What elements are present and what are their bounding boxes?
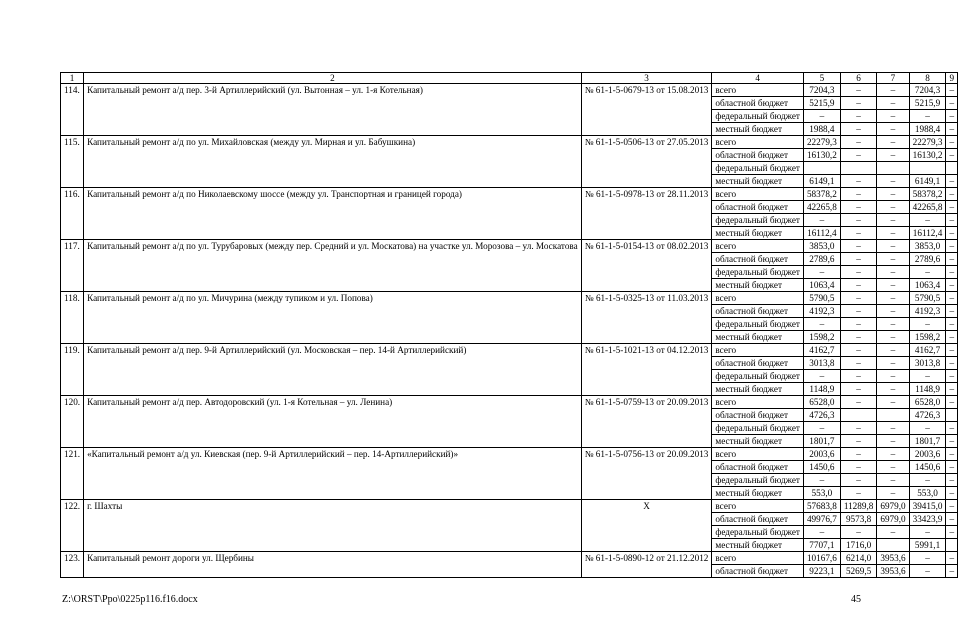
amount-cell: – — [909, 266, 946, 279]
amount-cell: 10167,6 — [803, 552, 840, 565]
funding-source: всего — [712, 188, 804, 201]
amount-cell: – — [946, 396, 958, 409]
page-number: 45 — [851, 594, 861, 605]
item-number: 121. — [61, 448, 84, 500]
amount-cell: – — [877, 396, 909, 409]
amount-cell: 1801,7 — [909, 435, 946, 448]
amount-cell: – — [946, 357, 958, 370]
amount-cell: 11289,8 — [840, 500, 877, 513]
amount-cell: 6528,0 — [803, 396, 840, 409]
item-number: 118. — [61, 292, 84, 344]
funding-source: областной бюджет — [712, 409, 804, 422]
amount-cell: – — [946, 240, 958, 253]
amount-cell: 3953,6 — [877, 552, 909, 565]
amount-cell: 1063,4 — [909, 279, 946, 292]
funding-source: федеральный бюджет — [712, 110, 804, 123]
funding-source: федеральный бюджет — [712, 526, 804, 539]
approval-document: № 61-1-5-0978-13 от 28.11.2013 — [581, 188, 712, 240]
amount-cell: 1801,7 — [803, 435, 840, 448]
funding-source: местный бюджет — [712, 487, 804, 500]
funding-source: федеральный бюджет — [712, 162, 804, 175]
funding-source: федеральный бюджет — [712, 214, 804, 227]
amount-cell: – — [877, 227, 909, 240]
amount-cell: 1988,4 — [909, 123, 946, 136]
approval-document: № 61-1-5-0506-13 от 27.05.2013 — [581, 136, 712, 188]
column-number: 7 — [877, 73, 909, 84]
object-name: «Капитальный ремонт а/д ул. Киевская (пер. 9-й Артиллерийский – пер. 14-Артиллерийский)» — [84, 448, 582, 500]
amount-cell — [877, 539, 909, 552]
amount-cell: – — [840, 305, 877, 318]
funding-source: областной бюджет — [712, 253, 804, 266]
funding-source: всего — [712, 240, 804, 253]
item-number: 120. — [61, 396, 84, 448]
funding-source: местный бюджет — [712, 539, 804, 552]
amount-cell: – — [909, 526, 946, 539]
amount-cell: – — [840, 149, 877, 162]
item-number: 122. — [61, 500, 84, 552]
amount-cell: 1148,9 — [909, 383, 946, 396]
table-body — [61, 73, 958, 578]
amount-cell: – — [840, 123, 877, 136]
amount-cell: 1450,6 — [909, 461, 946, 474]
funding-source: местный бюджет — [712, 435, 804, 448]
amount-cell: – — [946, 526, 958, 539]
amount-cell: – — [877, 188, 909, 201]
amount-cell: – — [946, 370, 958, 383]
column-number: 4 — [712, 73, 804, 84]
funding-source: федеральный бюджет — [712, 474, 804, 487]
amount-cell: – — [946, 188, 958, 201]
funding-source: областной бюджет — [712, 201, 804, 214]
table-row — [61, 188, 958, 201]
amount-cell: – — [946, 331, 958, 344]
item-number: 117. — [61, 240, 84, 292]
amount-cell: – — [840, 461, 877, 474]
amount-cell: 3853,0 — [803, 240, 840, 253]
amount-cell: – — [840, 214, 877, 227]
amount-cell: – — [877, 123, 909, 136]
amount-cell: 9223,1 — [803, 565, 840, 578]
amount-cell: – — [877, 84, 909, 97]
amount-cell: 16112,4 — [803, 227, 840, 240]
funding-source: областной бюджет — [712, 357, 804, 370]
object-name: Капитальный ремонт а/д по Николаевскому шоссе (между ул. Транспортная и границей города) — [84, 188, 582, 240]
amount-cell: – — [946, 266, 958, 279]
funding-source: федеральный бюджет — [712, 318, 804, 331]
amount-cell: 9573,8 — [840, 513, 877, 526]
amount-cell: – — [840, 188, 877, 201]
amount-cell: 3953,6 — [877, 565, 909, 578]
amount-cell: 7204,3 — [803, 84, 840, 97]
amount-cell: – — [946, 448, 958, 461]
amount-cell: – — [877, 240, 909, 253]
amount-cell: – — [946, 175, 958, 188]
amount-cell: – — [840, 279, 877, 292]
amount-cell — [803, 162, 840, 175]
amount-cell: – — [946, 461, 958, 474]
amount-cell: – — [877, 383, 909, 396]
amount-cell: – — [946, 201, 958, 214]
amount-cell — [909, 162, 946, 175]
amount-cell: – — [946, 97, 958, 110]
amount-cell: 2789,6 — [803, 253, 840, 266]
amount-cell: – — [840, 396, 877, 409]
amount-cell: – — [946, 110, 958, 123]
amount-cell: – — [840, 474, 877, 487]
table-row — [61, 396, 958, 409]
amount-cell: 1716,0 — [840, 539, 877, 552]
table-row — [61, 344, 958, 357]
amount-cell: – — [909, 565, 946, 578]
funding-source: всего — [712, 552, 804, 565]
amount-cell: 3013,8 — [803, 357, 840, 370]
amount-cell: – — [946, 214, 958, 227]
funding-source: всего — [712, 500, 804, 513]
amount-cell: – — [877, 136, 909, 149]
amount-cell: – — [840, 84, 877, 97]
funding-source: всего — [712, 292, 804, 305]
amount-cell: 42265,8 — [803, 201, 840, 214]
amount-cell: 58378,2 — [803, 188, 840, 201]
amount-cell: – — [946, 253, 958, 266]
funding-source: всего — [712, 84, 804, 97]
amount-cell: – — [840, 240, 877, 253]
amount-cell: – — [803, 266, 840, 279]
amount-cell: 42265,8 — [909, 201, 946, 214]
amount-cell: – — [840, 435, 877, 448]
amount-cell: – — [877, 97, 909, 110]
approval-document: № 61-1-5-0325-13 от 11.03.2013 — [581, 292, 712, 344]
budget-table — [60, 72, 958, 578]
funding-source: областной бюджет — [712, 305, 804, 318]
amount-cell: – — [946, 292, 958, 305]
amount-cell: – — [877, 292, 909, 305]
amount-cell: 1063,4 — [803, 279, 840, 292]
object-name: Капитальный ремонт а/д по ул. Мичурина (между тупиком и ул. Попова) — [84, 292, 582, 344]
amount-cell: 6214,0 — [840, 552, 877, 565]
amount-cell: – — [877, 422, 909, 435]
amount-cell: – — [877, 110, 909, 123]
amount-cell: 16130,2 — [803, 149, 840, 162]
amount-cell: 4726,3 — [803, 409, 840, 422]
amount-cell: – — [840, 370, 877, 383]
amount-cell: – — [946, 435, 958, 448]
amount-cell: 49976,7 — [803, 513, 840, 526]
amount-cell: – — [877, 370, 909, 383]
amount-cell: 553,0 — [909, 487, 946, 500]
amount-cell: – — [840, 97, 877, 110]
amount-cell: – — [909, 214, 946, 227]
object-name: Капитальный ремонт а/д по ул. Турубаровых (между пер. Средний и ул. Москатова) на участке ул. Морозова – ул. Москатова — [84, 240, 582, 292]
amount-cell: – — [840, 448, 877, 461]
amount-cell: – — [840, 253, 877, 266]
amount-cell: – — [877, 331, 909, 344]
amount-cell: – — [877, 357, 909, 370]
funding-source: областной бюджет — [712, 513, 804, 526]
amount-cell — [840, 162, 877, 175]
amount-cell: – — [803, 110, 840, 123]
document-path: Z:\ORST\Ppo\0225p116.f16.docx — [62, 594, 198, 605]
funding-source: областной бюджет — [712, 149, 804, 162]
funding-source: всего — [712, 448, 804, 461]
amount-cell: – — [877, 344, 909, 357]
amount-cell: 5790,5 — [909, 292, 946, 305]
amount-cell: – — [909, 318, 946, 331]
amount-cell: – — [909, 422, 946, 435]
amount-cell: – — [946, 344, 958, 357]
amount-cell: – — [877, 201, 909, 214]
amount-cell: 22279,3 — [909, 136, 946, 149]
amount-cell: 2003,6 — [803, 448, 840, 461]
amount-cell: 1988,4 — [803, 123, 840, 136]
amount-cell — [946, 162, 958, 175]
amount-cell: – — [946, 565, 958, 578]
amount-cell — [840, 409, 877, 422]
column-number: 3 — [581, 73, 712, 84]
approval-document: Х — [581, 500, 712, 552]
amount-cell — [946, 539, 958, 552]
amount-cell: 5215,9 — [803, 97, 840, 110]
funding-source: всего — [712, 396, 804, 409]
amount-cell: 2003,6 — [909, 448, 946, 461]
amount-cell: – — [946, 487, 958, 500]
amount-cell: – — [946, 474, 958, 487]
funding-source: всего — [712, 344, 804, 357]
amount-cell: – — [877, 175, 909, 188]
amount-cell: 1598,2 — [803, 331, 840, 344]
amount-cell: 4162,7 — [803, 344, 840, 357]
amount-cell: – — [840, 175, 877, 188]
amount-cell: 16112,4 — [909, 227, 946, 240]
object-name: Капитальный ремонт а/д пер. Автодоровский (ул. 1-я Котельная – ул. Ленина) — [84, 396, 582, 448]
amount-cell: – — [840, 201, 877, 214]
funding-source: местный бюджет — [712, 331, 804, 344]
column-number: 1 — [61, 73, 84, 84]
amount-cell: – — [840, 110, 877, 123]
funding-source: областной бюджет — [712, 97, 804, 110]
amount-cell: – — [946, 279, 958, 292]
funding-source: федеральный бюджет — [712, 370, 804, 383]
amount-cell: 16130,2 — [909, 149, 946, 162]
amount-cell: 5215,9 — [909, 97, 946, 110]
object-name: Капитальный ремонт а/д пер. 9-й Артиллерийский (ул. Московская – пер. 14-й Артиллерийский) — [84, 344, 582, 396]
funding-source: местный бюджет — [712, 175, 804, 188]
amount-cell — [877, 409, 909, 422]
amount-cell: 7204,3 — [909, 84, 946, 97]
approval-document: № 61-1-5-0679-13 от 15.08.2013 — [581, 84, 712, 136]
item-number: 123. — [61, 552, 84, 578]
amount-cell: – — [877, 279, 909, 292]
amount-cell: – — [877, 474, 909, 487]
column-number: 9 — [946, 73, 958, 84]
amount-cell: – — [946, 552, 958, 565]
table-row — [61, 292, 958, 305]
amount-cell: – — [840, 136, 877, 149]
amount-cell: 57683,8 — [803, 500, 840, 513]
column-number: 2 — [84, 73, 582, 84]
amount-cell: 6979,0 — [877, 500, 909, 513]
amount-cell: – — [877, 266, 909, 279]
funding-source: местный бюджет — [712, 383, 804, 396]
amount-cell: – — [877, 318, 909, 331]
approval-document: № 61-1-5-0756-13 от 20.09.2013 — [581, 448, 712, 500]
amount-cell: – — [877, 253, 909, 266]
object-name: г. Шахты — [84, 500, 582, 552]
amount-cell: – — [840, 266, 877, 279]
amount-cell: – — [803, 370, 840, 383]
amount-cell: – — [946, 422, 958, 435]
approval-document: № 61-1-5-0759-13 от 20.09.2013 — [581, 396, 712, 448]
object-name: Капитальный ремонт а/д пер. 3-й Артиллерийский (ул. Вытонная – ул. 1-я Котельная) — [84, 84, 582, 136]
amount-cell: – — [877, 487, 909, 500]
amount-cell: 33423,9 — [909, 513, 946, 526]
table-row — [61, 552, 958, 565]
amount-cell — [877, 162, 909, 175]
amount-cell: – — [877, 214, 909, 227]
amount-cell: – — [946, 123, 958, 136]
amount-cell: 553,0 — [803, 487, 840, 500]
amount-cell: – — [909, 370, 946, 383]
amount-cell: – — [803, 318, 840, 331]
table-row — [61, 240, 958, 253]
amount-cell: – — [840, 331, 877, 344]
approval-document: № 61-1-5-1021-13 от 04.12.2013 — [581, 344, 712, 396]
amount-cell: 5991,1 — [909, 539, 946, 552]
amount-cell: 1450,6 — [803, 461, 840, 474]
amount-cell: 3013,8 — [909, 357, 946, 370]
column-number: 5 — [803, 73, 840, 84]
amount-cell: – — [840, 344, 877, 357]
column-number-header — [61, 73, 958, 84]
amount-cell: – — [946, 149, 958, 162]
amount-cell: – — [877, 305, 909, 318]
amount-cell: 4192,3 — [909, 305, 946, 318]
item-number: 119. — [61, 344, 84, 396]
amount-cell: 2789,6 — [909, 253, 946, 266]
amount-cell: 7707,1 — [803, 539, 840, 552]
amount-cell: – — [946, 227, 958, 240]
amount-cell: – — [803, 526, 840, 539]
amount-cell: – — [946, 318, 958, 331]
funding-source: всего — [712, 136, 804, 149]
amount-cell: – — [840, 422, 877, 435]
funding-source: областной бюджет — [712, 565, 804, 578]
column-number: 6 — [840, 73, 877, 84]
amount-cell: – — [946, 383, 958, 396]
amount-cell: 6528,0 — [909, 396, 946, 409]
funding-source: федеральный бюджет — [712, 422, 804, 435]
amount-cell: – — [946, 136, 958, 149]
amount-cell: – — [946, 513, 958, 526]
amount-cell: 4726,3 — [909, 409, 946, 422]
item-number: 114. — [61, 84, 84, 136]
table-row — [61, 500, 958, 513]
amount-cell: – — [840, 292, 877, 305]
amount-cell: – — [840, 318, 877, 331]
amount-cell: 6149,1 — [803, 175, 840, 188]
amount-cell: – — [877, 435, 909, 448]
amount-cell: 1598,2 — [909, 331, 946, 344]
approval-document: № 61-1-5-0154-13 от 08.02.2013 — [581, 240, 712, 292]
amount-cell: 5269,5 — [840, 565, 877, 578]
amount-cell: – — [803, 474, 840, 487]
funding-source: федеральный бюджет — [712, 266, 804, 279]
amount-cell — [946, 409, 958, 422]
amount-cell: – — [840, 227, 877, 240]
amount-cell: – — [946, 84, 958, 97]
item-number: 116. — [61, 188, 84, 240]
amount-cell: – — [840, 526, 877, 539]
funding-source: местный бюджет — [712, 227, 804, 240]
amount-cell: – — [877, 461, 909, 474]
table-row — [61, 84, 958, 97]
amount-cell: – — [909, 474, 946, 487]
table-row — [61, 448, 958, 461]
amount-cell: 4162,7 — [909, 344, 946, 357]
amount-cell: 4192,3 — [803, 305, 840, 318]
amount-cell: – — [946, 500, 958, 513]
amount-cell: – — [909, 110, 946, 123]
amount-cell: – — [803, 422, 840, 435]
amount-cell: 1148,9 — [803, 383, 840, 396]
amount-cell: – — [946, 305, 958, 318]
table-row — [61, 136, 958, 149]
funding-source: областной бюджет — [712, 461, 804, 474]
item-number: 115. — [61, 136, 84, 188]
funding-source: местный бюджет — [712, 279, 804, 292]
amount-cell: – — [877, 149, 909, 162]
funding-source: местный бюджет — [712, 123, 804, 136]
amount-cell: – — [840, 383, 877, 396]
amount-cell: 58378,2 — [909, 188, 946, 201]
amount-cell: 3853,0 — [909, 240, 946, 253]
amount-cell: – — [877, 448, 909, 461]
amount-cell: – — [877, 526, 909, 539]
amount-cell: 6149,1 — [909, 175, 946, 188]
amount-cell: 39415,0 — [909, 500, 946, 513]
object-name: Капитальный ремонт дороги ул. Щербины — [84, 552, 582, 578]
column-number: 8 — [909, 73, 946, 84]
amount-cell: – — [909, 552, 946, 565]
amount-cell: – — [803, 214, 840, 227]
approval-document: № 61-1-5-0890-12 от 21.12.2012 — [581, 552, 712, 578]
amount-cell: – — [840, 357, 877, 370]
object-name: Капитальный ремонт а/д по ул. Михайловская (между ул. Мирная и ул. Бабушкина) — [84, 136, 582, 188]
amount-cell: 22279,3 — [803, 136, 840, 149]
amount-cell: – — [840, 487, 877, 500]
amount-cell: 5790,5 — [803, 292, 840, 305]
amount-cell: 6979,0 — [877, 513, 909, 526]
